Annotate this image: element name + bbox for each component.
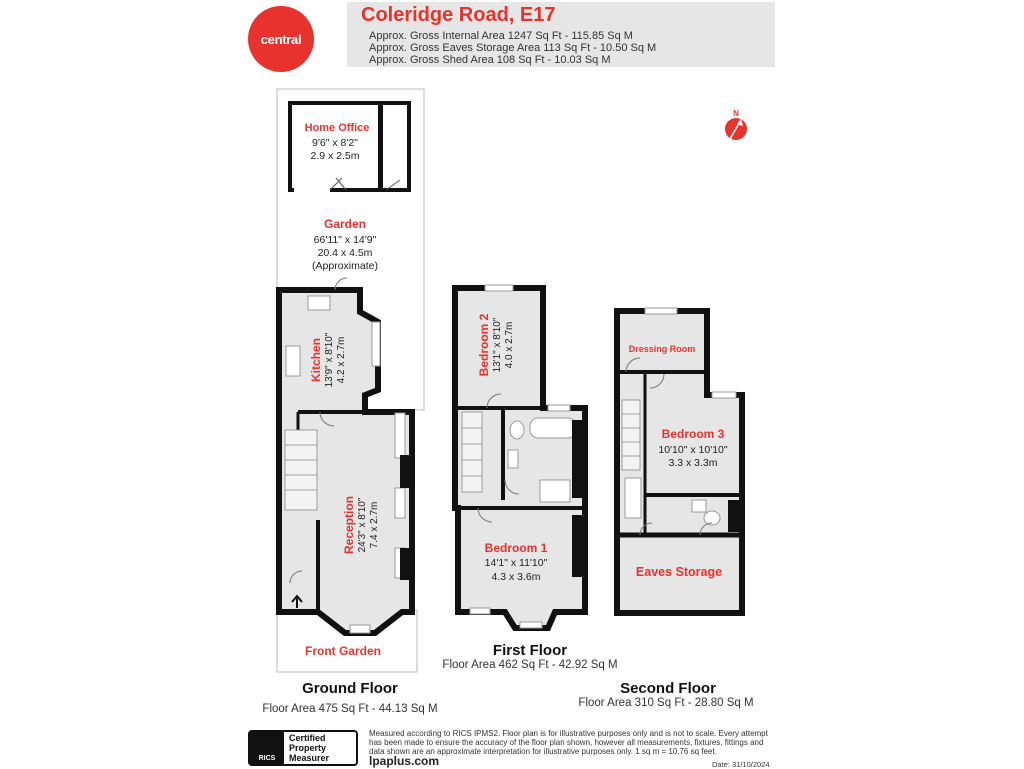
- ground-floor-title: Ground Floor: [302, 680, 398, 697]
- rics-seal-icon: [250, 732, 284, 764]
- kitchen-metric: 4.2 x 2.7m: [336, 336, 347, 384]
- compass-icon: [725, 109, 747, 140]
- ground-floor-walls: [279, 278, 412, 633]
- bedroom2-name: Bedroom 2: [477, 313, 491, 377]
- bedroom3-metric: 3.3 x 3.3m: [668, 457, 718, 469]
- ground-floor-area: Floor Area 475 Sq Ft - 44.13 Sq M: [262, 703, 438, 715]
- gross-eaves-area: Approx. Gross Eaves Storage Area 113 Sq Ft - 10.50 Sq M: [369, 42, 657, 54]
- reception-imperial: 24'3" x 8'10": [357, 497, 368, 553]
- website-link[interactable]: lpaplus.com: [369, 754, 440, 768]
- bedroom1-imperial: 14'1" x 11'10": [484, 557, 548, 569]
- home-office-name: Home Office: [304, 122, 370, 134]
- garden-name: Garden: [323, 217, 367, 231]
- property-title: Coleridge Road, E17: [361, 4, 556, 26]
- garden-note: (Approximate): [312, 260, 378, 272]
- rics-badge-line2: Property: [289, 743, 327, 753]
- compass-label: N: [733, 109, 739, 118]
- bedroom3-imperial: 10'10" x 10'10": [658, 444, 728, 456]
- garden-imperial: 66'11" x 14'9": [313, 234, 377, 246]
- reception-name: Reception: [342, 495, 356, 555]
- bedroom2-metric: 4.0 x 2.7m: [504, 321, 515, 369]
- measurement-disclaimer: Measured according to RICS IPMS2. Floor plan is for illustrative purposes only and is not to scale. Every attempt has been made to ensure the accuracy of the floor plan shown, however all measurements, fixtures, fittings and data shown are an approximate interpretation for illustrative purposes only. 1 sq m = 10.76 sq feet.: [369, 729, 768, 756]
- rics-seal-text: RICS: [258, 755, 276, 762]
- eaves-storage-name: Eaves Storage: [635, 565, 723, 579]
- first-floor-title: First Floor: [492, 642, 568, 659]
- rics-certified-badge: [248, 730, 358, 766]
- reception-metric: 7.4 x 2.7m: [369, 501, 380, 549]
- second-floor-title: Second Floor: [620, 680, 716, 697]
- plan-date: Date: 31/10/2024: [712, 760, 770, 769]
- kitchen-imperial: 13'9" x 8'10": [324, 332, 335, 388]
- kitchen-name: Kitchen: [309, 337, 323, 383]
- dressing-room-name: Dressing Room: [628, 344, 696, 354]
- bedroom1-name: Bedroom 1: [484, 541, 548, 555]
- second-floor-area: Floor Area 310 Sq Ft - 28.80 Sq M: [578, 697, 754, 709]
- bedroom1-metric: 4.3 x 3.6m: [491, 571, 541, 583]
- gross-shed-area: Approx. Gross Shed Area 108 Sq Ft - 10.03 Sq M: [369, 54, 611, 66]
- rics-badge-line1: Certified: [289, 733, 326, 743]
- gross-internal-area: Approx. Gross Internal Area 1247 Sq Ft - 115.85 Sq M: [369, 30, 633, 42]
- home-office-metric: 2.9 x 2.5m: [310, 150, 360, 162]
- garden-metric: 20.4 x 4.5m: [317, 247, 373, 259]
- brand-logo-text: central: [260, 31, 302, 47]
- bedroom3-name: Bedroom 3: [661, 427, 725, 441]
- rics-badge-line3: Measurer: [289, 753, 330, 763]
- front-garden-name: Front Garden: [304, 644, 382, 658]
- home-office-imperial: 9'6" x 8'2": [312, 137, 358, 149]
- bedroom2-imperial: 13'1" x 8'10": [492, 317, 503, 373]
- first-floor-area: Floor Area 462 Sq Ft - 42.92 Sq M: [442, 659, 618, 671]
